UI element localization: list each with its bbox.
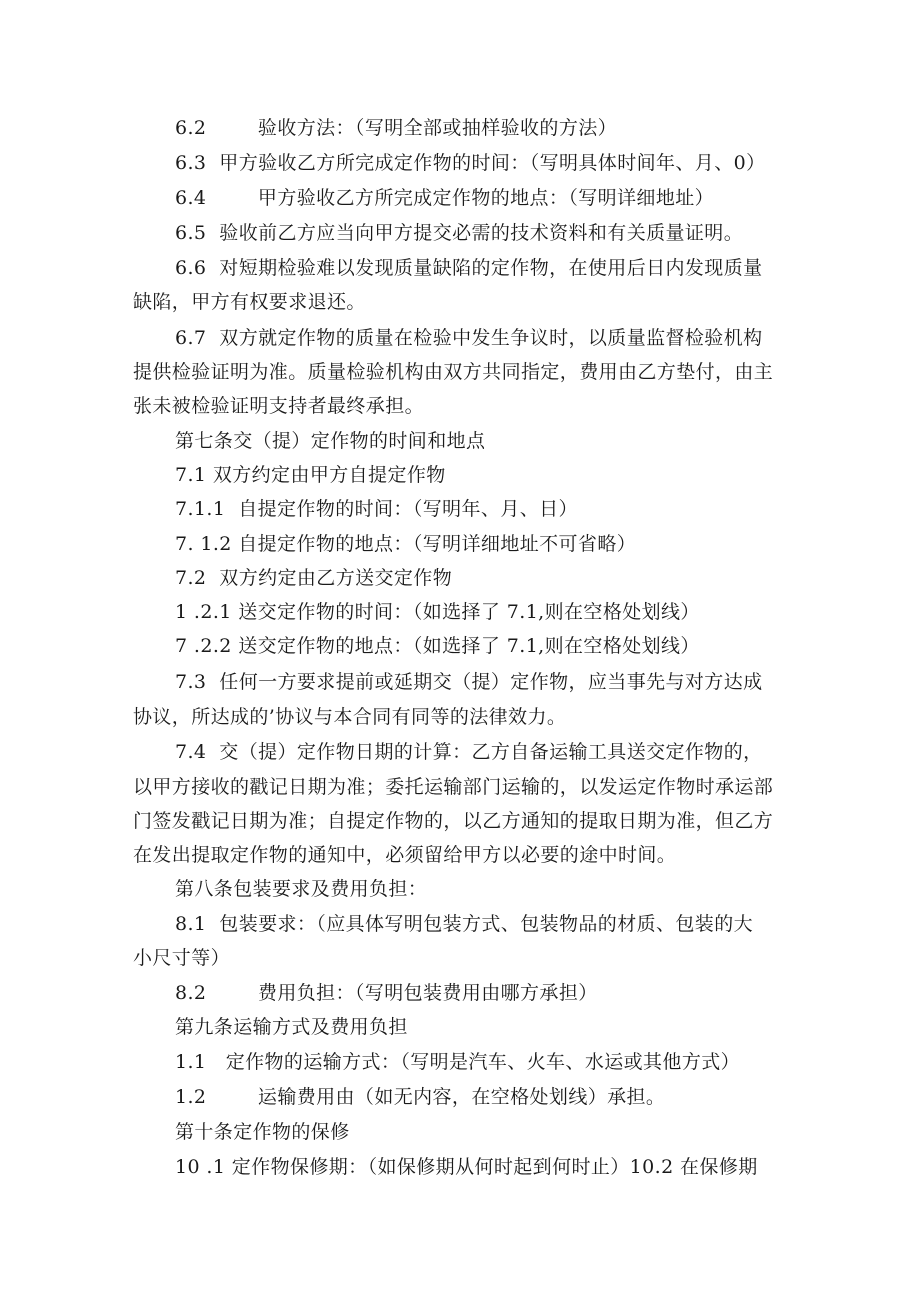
clause-6-7-continued-1: 提供检验证明为准。质量检验机构由双方共同指定，费用由乙方垫付，由主: [133, 361, 774, 383]
clause-7-2: 7.2 双方约定由乙方送交定作物: [175, 567, 453, 589]
clause-7-4: 7.4 交（提）定作物日期的计算：乙方自备运输工具送交定作物的，: [175, 741, 763, 763]
clause-7-2-2: 7 .2.2 送交定作物的地点：（如选择了 7.1,则在空格处划线）: [175, 635, 700, 657]
article-10-heading: 第十条定作物的保修: [175, 1121, 350, 1143]
clause-7-4-continued-1: 以甲方接收的戳记日期为准；委托运输部门运输的，以发运定作物时承运部: [133, 776, 774, 798]
clause-6-2: 6.2 验收方法：（写明全部或抽样验收的方法）: [175, 117, 618, 139]
clause-8-1: 8.1 包装要求：（应具体写明包装方式、包装物品的材质、包装的大: [175, 913, 753, 935]
clause-6-7-continued-2: 张未被检验证明支持者最终承担。: [133, 395, 425, 417]
clause-7-2-1: 1 .2.1 送交定作物的时间：（如选择了 7.1,则在空格处划线）: [175, 601, 700, 623]
clause-6-5: 6.5 验收前乙方应当向甲方提交必需的技术资料和有关质量证明。: [175, 222, 744, 244]
clause-7-4-continued-2: 门签发戳记日期为准；自提定作物的，以乙方通知的提取日期为准，但乙方: [133, 810, 774, 832]
clause-6-4: 6.4 甲方验收乙方所完成定作物的地点：（写明详细地址）: [175, 187, 715, 209]
clause-7-1-1: 7.1.1 自提定作物的时间：（写明年、月、日）: [175, 498, 578, 520]
clause-7-3-continued: 协议，所达成的’协议与本合同有同等的法律效力。: [133, 706, 567, 728]
clause-9-2: 1.2 运输费用由（如无内容，在空格处划线）承担。: [175, 1086, 666, 1108]
article-7-heading: 第七条交（提）定作物的时间和地点: [175, 430, 486, 452]
clause-6-6: 6.6 对短期检验难以发现质量缺陷的定作物，在使用后日内发现质量: [175, 257, 763, 279]
clause-10-1: 10 .1 定作物保修期：（如保修期从何时起到何时止）10.2 在保修期: [175, 1156, 758, 1178]
clause-7-3: 7.3 任何一方要求提前或延期交（提）定作物，应当事先与对方达成: [175, 671, 763, 693]
clause-6-7: 6.7 双方就定作物的质量在检验中发生争议时，以质量监督检验机构: [175, 327, 763, 349]
clause-6-3: 6.3 甲方验收乙方所完成定作物的时间：（写明具体时间年、月、0）: [175, 152, 766, 174]
article-9-heading: 第九条运输方式及费用负担: [175, 1016, 408, 1038]
article-8-heading: 第八条包装要求及费用负担：: [175, 878, 428, 900]
clause-8-2: 8.2 费用负担：（写明包装费用由哪方承担）: [175, 982, 598, 1004]
clause-8-1-continued: 小尺寸等）: [133, 947, 231, 969]
clause-9-1: 1.1 定作物的运输方式：（写明是汽车、火车、水运或其他方式）: [175, 1051, 741, 1073]
clause-6-6-continued: 缺陷，甲方有权要求退还。: [133, 291, 366, 313]
clause-7-1-2: 7. 1.2 自提定作物的地点：（写明详细地址不可省略）: [175, 533, 637, 555]
clause-7-4-continued-3: 在发出提取定作物的通知中，必须留给甲方以必要的途中时间。: [133, 844, 677, 866]
clause-7-1: 7.1 双方约定由甲方自提定作物: [175, 464, 446, 486]
